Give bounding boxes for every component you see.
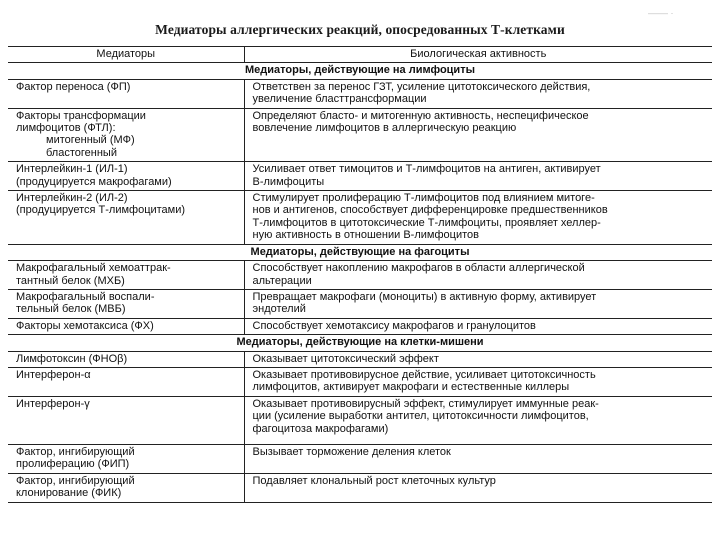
activity-text-line: увеличение бласттрансформации bbox=[252, 93, 427, 106]
column-header-activity: Биологическая активность bbox=[244, 47, 712, 63]
mediator-name-line: Интерферон-γ bbox=[16, 397, 90, 410]
activity-cell bbox=[244, 79, 712, 108]
activity-cell bbox=[244, 396, 712, 444]
table-row bbox=[8, 162, 712, 191]
table-row bbox=[8, 261, 712, 290]
table-row bbox=[8, 191, 712, 245]
activity-text-line: Способствует хемотаксису макрофагов и гранулоцитов bbox=[252, 319, 536, 332]
activity-text-line: Подавляет клональный рост клеточных культур bbox=[252, 474, 496, 487]
mediators-table bbox=[8, 46, 712, 503]
activity-text-line: Вызывает торможение деления клеток bbox=[252, 445, 451, 458]
mediator-cell bbox=[8, 396, 244, 444]
mediator-name-line: Интерлейкин-1 (ИЛ-1) bbox=[16, 163, 128, 176]
corner-mark: –––– · bbox=[648, 8, 674, 18]
activity-text-line: ции (усиление выработки антител, цитотоксичности лимфоцитов, bbox=[252, 410, 589, 423]
mediator-name-line: Макрофагальный хемоаттрак- bbox=[16, 262, 171, 275]
mediator-name-line: Фактор, ингибирующий bbox=[16, 474, 135, 487]
mediator-cell bbox=[8, 367, 244, 396]
mediator-cell bbox=[8, 351, 244, 367]
mediator-name-line: лимфоцитов (ФТЛ): bbox=[16, 122, 116, 135]
mediator-cell bbox=[8, 261, 244, 290]
section-heading: Медиаторы, действующие на фагоциты bbox=[8, 244, 712, 260]
mediator-cell bbox=[8, 318, 244, 334]
mediator-cell bbox=[8, 162, 244, 191]
section-heading-row bbox=[8, 335, 712, 351]
activity-text-line: Ответствен за перенос ГЗТ, усиление цитотоксического действия, bbox=[252, 80, 591, 93]
table-body bbox=[8, 63, 712, 502]
mediator-cell bbox=[8, 108, 244, 162]
column-header-mediators: Медиаторы bbox=[8, 47, 244, 63]
mediator-name-line: Факторы хемотаксиса (ФХ) bbox=[16, 319, 154, 332]
cell-spacer bbox=[253, 435, 709, 442]
activity-text-line: вовлечение лимфоцитов в аллергическую реакцию bbox=[252, 122, 517, 135]
table-row bbox=[8, 367, 712, 396]
activity-text-line: Оказывает противовирусное действие, усиливает цитотоксичность bbox=[252, 368, 596, 381]
activity-text-line: Оказывает цитотоксический эффект bbox=[252, 352, 439, 365]
table-row bbox=[8, 351, 712, 367]
section-heading-row bbox=[8, 244, 712, 260]
mediator-name-line: Макрофагальный воспали- bbox=[16, 290, 155, 303]
activity-cell bbox=[244, 473, 712, 502]
mediator-name-line: клонирование (ФИК) bbox=[16, 487, 122, 500]
activity-text-line: Оказывает противовирусный эффект, стимулирует иммунные реак- bbox=[252, 397, 599, 410]
table-row bbox=[8, 444, 712, 473]
activity-cell bbox=[244, 261, 712, 290]
mediator-subtype-line: митогенный (МФ) bbox=[46, 134, 135, 147]
mediators-table-container bbox=[8, 46, 712, 503]
activity-cell bbox=[244, 191, 712, 245]
table-row bbox=[8, 396, 712, 444]
mediator-name-line: Фактор, ингибирующий bbox=[16, 445, 135, 458]
activity-text-line: Превращает макрофаги (моноциты) в активную форму, активирует bbox=[252, 290, 597, 303]
activity-text-line: Т-лимфоцитов в цитотоксические Т-лимфоциты, проявляет хеллер- bbox=[252, 216, 601, 229]
activity-cell bbox=[244, 318, 712, 334]
mediator-cell bbox=[8, 473, 244, 502]
activity-cell bbox=[244, 289, 712, 318]
section-heading: Медиаторы, действующие на клетки-мишени bbox=[8, 335, 712, 351]
activity-cell bbox=[244, 367, 712, 396]
mediator-cell bbox=[8, 289, 244, 318]
mediator-name-line: Интерлейкин-2 (ИЛ-2) bbox=[16, 192, 128, 205]
mediator-name-line: тельный белок (МВБ) bbox=[16, 303, 126, 316]
section-heading: Медиаторы, действующие на лимфоциты bbox=[8, 63, 712, 79]
activity-text-line: ную активность в отношении В-лимфоцитов bbox=[252, 229, 479, 242]
activity-cell bbox=[244, 444, 712, 473]
activity-text-line: В-лимфоциты bbox=[252, 175, 325, 188]
table-row bbox=[8, 289, 712, 318]
section-heading-row bbox=[8, 63, 712, 79]
mediator-subtype-line: бластогенный bbox=[46, 146, 117, 159]
table-title: Медиаторы аллергических реакций, опосредованных Т-клетками bbox=[155, 22, 565, 37]
activity-cell bbox=[244, 351, 712, 367]
activity-text-line: Способствует накоплению макрофагов в области аллергической bbox=[252, 262, 585, 275]
table-header-row bbox=[8, 47, 712, 63]
mediator-name-line: пролиферацию (ФИП) bbox=[16, 458, 130, 471]
table-row bbox=[8, 108, 712, 162]
mediator-name-line: Фактор переноса (ФП) bbox=[16, 80, 131, 93]
activity-text-line: эндотелий bbox=[252, 303, 306, 316]
mediator-name-line: (продуцируется Т-лимфоцитами) bbox=[16, 204, 186, 217]
activity-text-line: фагоцитоза макрофагами) bbox=[252, 422, 389, 435]
activity-text-line: Усиливает ответ тимоцитов и Т-лимфоцитов на антиген, активирует bbox=[252, 163, 601, 176]
activity-text-line: Стимулирует пролиферацию Т-лимфоцитов под влиянием митоге- bbox=[252, 192, 595, 205]
mediator-name-line: Факторы трансформации bbox=[16, 109, 146, 122]
table-row bbox=[8, 318, 712, 334]
mediator-name-line: Интерферон-α bbox=[16, 368, 91, 381]
activity-cell bbox=[244, 162, 712, 191]
table-row bbox=[8, 79, 712, 108]
mediator-cell bbox=[8, 191, 244, 245]
mediator-name-line: Лимфотоксин (ФНОβ) bbox=[16, 352, 128, 365]
mediator-name-line: тантный белок (МХБ) bbox=[16, 274, 125, 287]
mediator-cell bbox=[8, 79, 244, 108]
activity-cell bbox=[244, 108, 712, 162]
table-row bbox=[8, 473, 712, 502]
activity-text-line: альтерации bbox=[252, 274, 312, 287]
activity-text-line: нов и антигенов, способствует дифференцировке предшественников bbox=[252, 204, 608, 217]
mediator-cell bbox=[8, 444, 244, 473]
activity-text-line: лимфоцитов, активирует макрофаги и естественные киллеры bbox=[252, 381, 570, 394]
mediator-name-line: (продуцируется макрофагами) bbox=[16, 175, 172, 188]
activity-text-line: Определяют бласто- и митогенную активность, неспецифическое bbox=[252, 109, 589, 122]
